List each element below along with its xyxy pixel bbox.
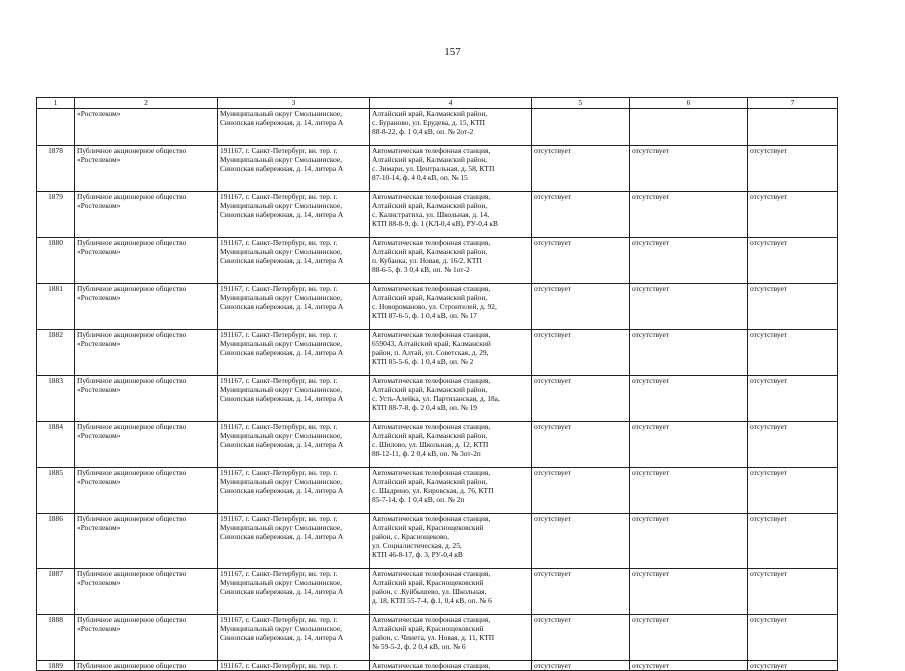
table-row (37, 468, 838, 514)
object-cell: Автоматическая телефонная станция, Алтайский край, Калманский район, с. Зимари, ул. Центральная, д. 58, КТП 87-10-14, ф. 4 0,4 кВ, оп. № 15 (370, 146, 532, 192)
header-row (37, 98, 838, 109)
object-cell: Автоматическая телефонная станция, Алтайский край, Калманский район, п. Кубанка, ул. Новая, д. 16/2, КТП 88-6-5, ф. 3 0,4 кВ, оп. № 1от-2 (370, 238, 532, 284)
address-cell: 191167, г. Санкт-Петербург, вн. тер. г. Муниципальный округ Смольнинское, Синопская набережная, д. 14, литера А (218, 615, 370, 661)
table-row (37, 192, 838, 238)
address-cell: 191167, г. Санкт-Петербург, вн. тер. г. (218, 661, 370, 671)
organization-cell: Публичное акционерное общество «Ростелеком» (75, 192, 218, 238)
address-cell: 191167, г. Санкт-Петербург, вн. тер. г. Муниципальный округ Смольнинское, Синопская набережная, д. 14, литера А (218, 468, 370, 514)
column6-cell: отсутствует (630, 376, 748, 422)
address-cell: Муниципальный округ Смольнинское, Синопская набережная, д. 14, литера А (218, 109, 370, 146)
row-number: 1880 (37, 238, 75, 284)
column7-cell: отсутствует (748, 569, 838, 615)
row-number: 1888 (37, 615, 75, 661)
column5-cell: отсутствует (532, 661, 630, 671)
column6-cell: отсутствует (630, 192, 748, 238)
table-row (37, 514, 838, 569)
column7-cell: отсутствует (748, 238, 838, 284)
table-row (37, 238, 838, 284)
column6-cell: отсутствует (630, 468, 748, 514)
address-cell: 191167, г. Санкт-Петербург, вн. тер. г. Муниципальный округ Смольнинское, Синопская набережная, д. 14, литера А (218, 422, 370, 468)
column-header: 7 (748, 98, 838, 109)
row-number: 1879 (37, 192, 75, 238)
object-cell: Автоматическая телефонная станция, Алтайский край, Калманский район, с. Шадрино, ул. Кировская, д. 76, КТП 85-7-14, ф. 1 0,4 кВ, оп. № 2п (370, 468, 532, 514)
organization-cell: Публичное акционерное общество «Ростелеком» (75, 146, 218, 192)
row-number: 1887 (37, 569, 75, 615)
row-number: 1886 (37, 514, 75, 569)
column6-cell: отсутствует (630, 514, 748, 569)
organization-cell: Публичное акционерное общество «Ростелеком» (75, 615, 218, 661)
object-cell: Автоматическая телефонная станция, 659043, Алтайский край, Калманский район, п. Алтай, ул. Советская, д. 29, КТП 85-5-6, ф. 1 0,4 кВ, оп. № 2 (370, 330, 532, 376)
organization-cell: Публичное акционерное общество «Ростелеком» (75, 238, 218, 284)
row-number: 1882 (37, 330, 75, 376)
table-row (37, 422, 838, 468)
address-cell: 191167, г. Санкт-Петербург, вн. тер. г. Муниципальный округ Смольнинское, Синопская набережная, д. 14, литера А (218, 284, 370, 330)
organization-cell: Публичное акционерное общество «Ростелеком» (75, 514, 218, 569)
column6-cell: отсутствует (630, 238, 748, 284)
table-row (37, 330, 838, 376)
column7-cell: отсутствует (748, 192, 838, 238)
table-row (37, 569, 838, 615)
organization-cell: Публичное акционерное общество «Ростелеком» (75, 468, 218, 514)
column6-cell: отсутствует (630, 146, 748, 192)
column6-cell: отсутствует (630, 615, 748, 661)
address-cell: 191167, г. Санкт-Петербург, вн. тер. г. Муниципальный округ Смольнинское, Синопская набережная, д. 14, литера А (218, 569, 370, 615)
column5-cell: отсутствует (532, 422, 630, 468)
table-row (37, 376, 838, 422)
table-row (37, 109, 838, 146)
object-cell: Автоматическая телефонная станция, Алтайский край, Калманский район, с. Калистратиха, ул. Школьная, д. 14, КТП 88-8-9, ф. 1 (КЛ-0,4 кВ), РУ-0,4 кВ (370, 192, 532, 238)
object-cell: Автоматическая телефонная станция, Алтайский край, Калманский район, с. Усть-Алейка, ул. Партизанская, д. 18а, КТП 88-7-8, ф. 2 0,4 кВ, оп. № 19 (370, 376, 532, 422)
column5-cell: отсутствует (532, 330, 630, 376)
row-number: 1881 (37, 284, 75, 330)
object-cell: Алтайский край, Калманский район, с. Бураново, ул. Ерудева, д. 15, КТП 88-8-22, ф. 1 0,4 кВ, оп. № 2от-2 (370, 109, 532, 146)
organization-cell: Публичное акционерное общество «Ростелеком» (75, 422, 218, 468)
object-cell: Автоматическая телефонная станция, Алтайский край, Калманский район, с. Шилово, ул. Школьная, д. 12, КТП 88-12-11, ф. 2 0,4 кВ, оп. № 3от-2п (370, 422, 532, 468)
column7-cell: отсутствует (748, 468, 838, 514)
column6-cell: отсутствует (630, 284, 748, 330)
table-row (37, 661, 838, 671)
row-number: 1883 (37, 376, 75, 422)
column5-cell: отсутствует (532, 514, 630, 569)
column6-cell: отсутствует (630, 661, 748, 671)
table-row (37, 284, 838, 330)
object-cell: Автоматическая телефонная станция, (370, 661, 532, 671)
column-header: 3 (218, 98, 370, 109)
column7-cell: отсутствует (748, 422, 838, 468)
row-number: 1885 (37, 468, 75, 514)
column-header: 5 (532, 98, 630, 109)
column-header: 4 (370, 98, 532, 109)
column5-cell: отсутствует (532, 238, 630, 284)
address-cell: 191167, г. Санкт-Петербург, вн. тер. г. Муниципальный округ Смольнинское, Синопская набережная, д. 14, литера А (218, 192, 370, 238)
column-header: 1 (37, 98, 75, 109)
address-cell: 191167, г. Санкт-Петербург, вн. тер. г. Муниципальный округ Смольнинское, Синопская набережная, д. 14, литера А (218, 146, 370, 192)
column7-cell: отсутствует (748, 146, 838, 192)
object-cell: Автоматическая телефонная станция, Алтайский край, Краснощековский район, с. Краснощеково, ул. Социалистическая, д. 25, КТП 46-8-17, ф. 3, РУ-0,4 кВ (370, 514, 532, 569)
address-cell: 191167, г. Санкт-Петербург, вн. тер. г. Муниципальный округ Смольнинское, Синопская набережная, д. 14, литера А (218, 238, 370, 284)
organization-cell: Публичное акционерное общество «Ростелеком» (75, 330, 218, 376)
column5-cell: отсутствует (532, 192, 630, 238)
column5-cell: отсутствует (532, 284, 630, 330)
object-cell: Автоматическая телефонная станция, Алтайский край, Краснощековский район, с. Чинета, ул. Новая, д. 11, КТП № 59-5-2, ф. 2 0,4 кВ, оп. № 6 (370, 615, 532, 661)
column5-cell (532, 109, 630, 146)
column6-cell: отсутствует (630, 330, 748, 376)
column7-cell (748, 109, 838, 146)
column5-cell: отсутствует (532, 468, 630, 514)
page-number: 157 (444, 46, 461, 58)
column6-cell (630, 109, 748, 146)
organization-cell: Публичное акционерное общество «Ростелеком» (75, 376, 218, 422)
address-cell: 191167, г. Санкт-Петербург, вн. тер. г. Муниципальный округ Смольнинское, Синопская набережная, д. 14, литера А (218, 330, 370, 376)
table-row (37, 146, 838, 192)
organization-cell: «Ростелеком» (75, 109, 218, 146)
column5-cell: отсутствует (532, 615, 630, 661)
column6-cell: отсутствует (630, 569, 748, 615)
row-number (37, 109, 75, 146)
address-cell: 191167, г. Санкт-Петербург, вн. тер. г. Муниципальный округ Смольнинское, Синопская набережная, д. 14, литера А (218, 376, 370, 422)
column5-cell: отсутствует (532, 146, 630, 192)
address-cell: 191167, г. Санкт-Петербург, вн. тер. г. Муниципальный округ Смольнинское, Синопская набережная, д. 14, литера А (218, 514, 370, 569)
column7-cell: отсутствует (748, 514, 838, 569)
object-cell: Автоматическая телефонная станция, Алтайский край, Калманский район, с. Новороманово, ул. Строителей, д. 92, КТП 87-6-5, ф. 1 0,4 кВ, оп. № 17 (370, 284, 532, 330)
column7-cell: отсутствует (748, 376, 838, 422)
registry-table (36, 97, 838, 671)
column5-cell: отсутствует (532, 376, 630, 422)
column7-cell: отсутствует (748, 330, 838, 376)
column5-cell: отсутствует (532, 569, 630, 615)
column6-cell: отсутствует (630, 422, 748, 468)
row-number: 1884 (37, 422, 75, 468)
column7-cell: отсутствует (748, 661, 838, 671)
column-header: 6 (630, 98, 748, 109)
column-header: 2 (75, 98, 218, 109)
table-row (37, 615, 838, 661)
column7-cell: отсутствует (748, 284, 838, 330)
organization-cell: Публичное акционерное общество «Ростелеком» (75, 284, 218, 330)
row-number: 1889 (37, 661, 75, 671)
organization-cell: Публичное акционерное общество «Ростелеком» (75, 569, 218, 615)
object-cell: Автоматическая телефонная станция, Алтайский край, Краснощековский район, с .Куйбышево, ул. Школьная, д. 18, КТП 55-7-4, ф.1, 0,4 кВ, оп. № 6 (370, 569, 532, 615)
organization-cell: Публичное акционерное общество (75, 661, 218, 671)
row-number: 1878 (37, 146, 75, 192)
column7-cell: отсутствует (748, 615, 838, 661)
